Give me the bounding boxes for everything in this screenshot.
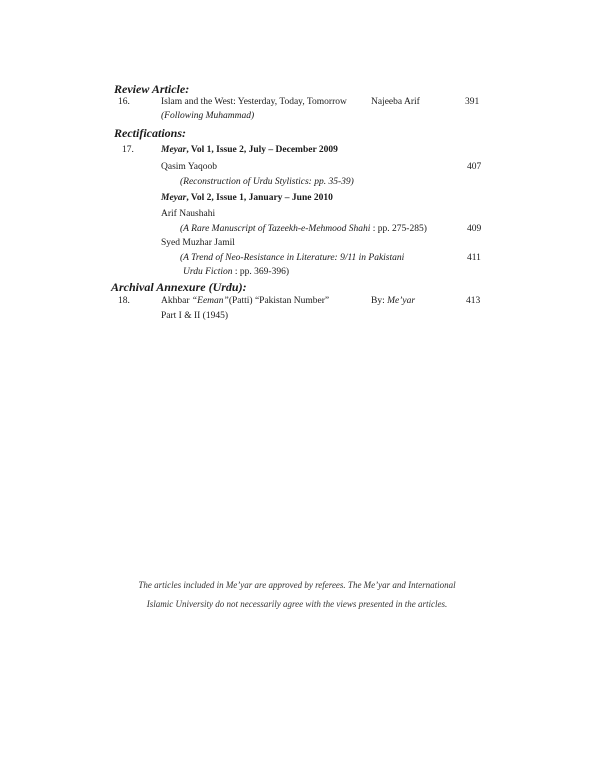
entry-author — [371, 296, 415, 306]
entry-page-number: 411 — [467, 253, 481, 263]
entry-note-pages: : pp. 369-396) — [232, 267, 289, 277]
entry-note-title: Urdu Fiction — [183, 267, 233, 277]
entry-note-continued — [183, 267, 289, 277]
entry-title-italic: “Eeman” — [191, 296, 229, 306]
entry-page-number: 407 — [467, 162, 482, 172]
rectifications-heading: Rectifications: — [114, 126, 186, 140]
issue-details: , Vol 2, Issue 1, January – June 2010 — [186, 193, 333, 203]
entry-note: (Following Muhammad) — [161, 111, 255, 121]
entry-note — [180, 224, 427, 234]
journal-name: Meyar — [161, 193, 187, 203]
entry-page-number: 391 — [465, 97, 480, 107]
entry-number: 18. — [118, 296, 130, 306]
entry-title-prefix: Akhbar — [161, 296, 192, 306]
disclaimer-line: Islamic University do not necessarily agree with the views presented in the articles. — [146, 599, 448, 609]
entry-note-pages: : pp. 275-285) — [370, 224, 427, 234]
entry-author: Arif Naushahi — [161, 209, 216, 219]
disclaimer-line: The articles included in Me’yar are approved by referees. The Me’yar and International — [138, 580, 456, 590]
entry-note-title: (A Rare Manuscript of Tazeekh-e-Mehmood Shahi — [180, 224, 371, 234]
entry-number: 16. — [118, 97, 130, 107]
issue-details: , Vol 1, Issue 2, July – December 2009 — [186, 145, 338, 155]
issue-heading — [161, 145, 338, 155]
entry-author: Najeeba Arif — [371, 97, 420, 107]
entry-title-suffix: (Patti) “Pakistan Number” — [228, 296, 330, 306]
entry-note: (A Trend of Neo-Resistance in Literature: 9/11 in Pakistani — [180, 253, 405, 263]
entry-author: Qasim Yaqoob — [161, 162, 217, 172]
entry-title: Islam and the West: Yesterday, Today, Tomorrow — [161, 97, 347, 107]
entry-author: Syed Muzhar Jamil — [161, 238, 235, 248]
entry-note: (Reconstruction of Urdu Stylistics: pp. 35-39) — [180, 177, 354, 187]
issue-heading — [161, 193, 333, 203]
by-label: By: — [371, 296, 388, 306]
entry-title-continued: Part I & II (1945) — [161, 311, 229, 321]
by-name: Me’yar — [387, 296, 416, 306]
archival-annexure-heading: Archival Annexure (Urdu): — [111, 280, 247, 294]
journal-name: Meyar — [161, 145, 187, 155]
entry-page-number: 409 — [467, 224, 482, 234]
review-article-heading: Review Article: — [114, 82, 190, 96]
entry-number: 17. — [122, 145, 134, 155]
entry-title — [161, 296, 329, 306]
entry-page-number: 413 — [466, 296, 481, 306]
disclaimer — [96, 576, 498, 614]
